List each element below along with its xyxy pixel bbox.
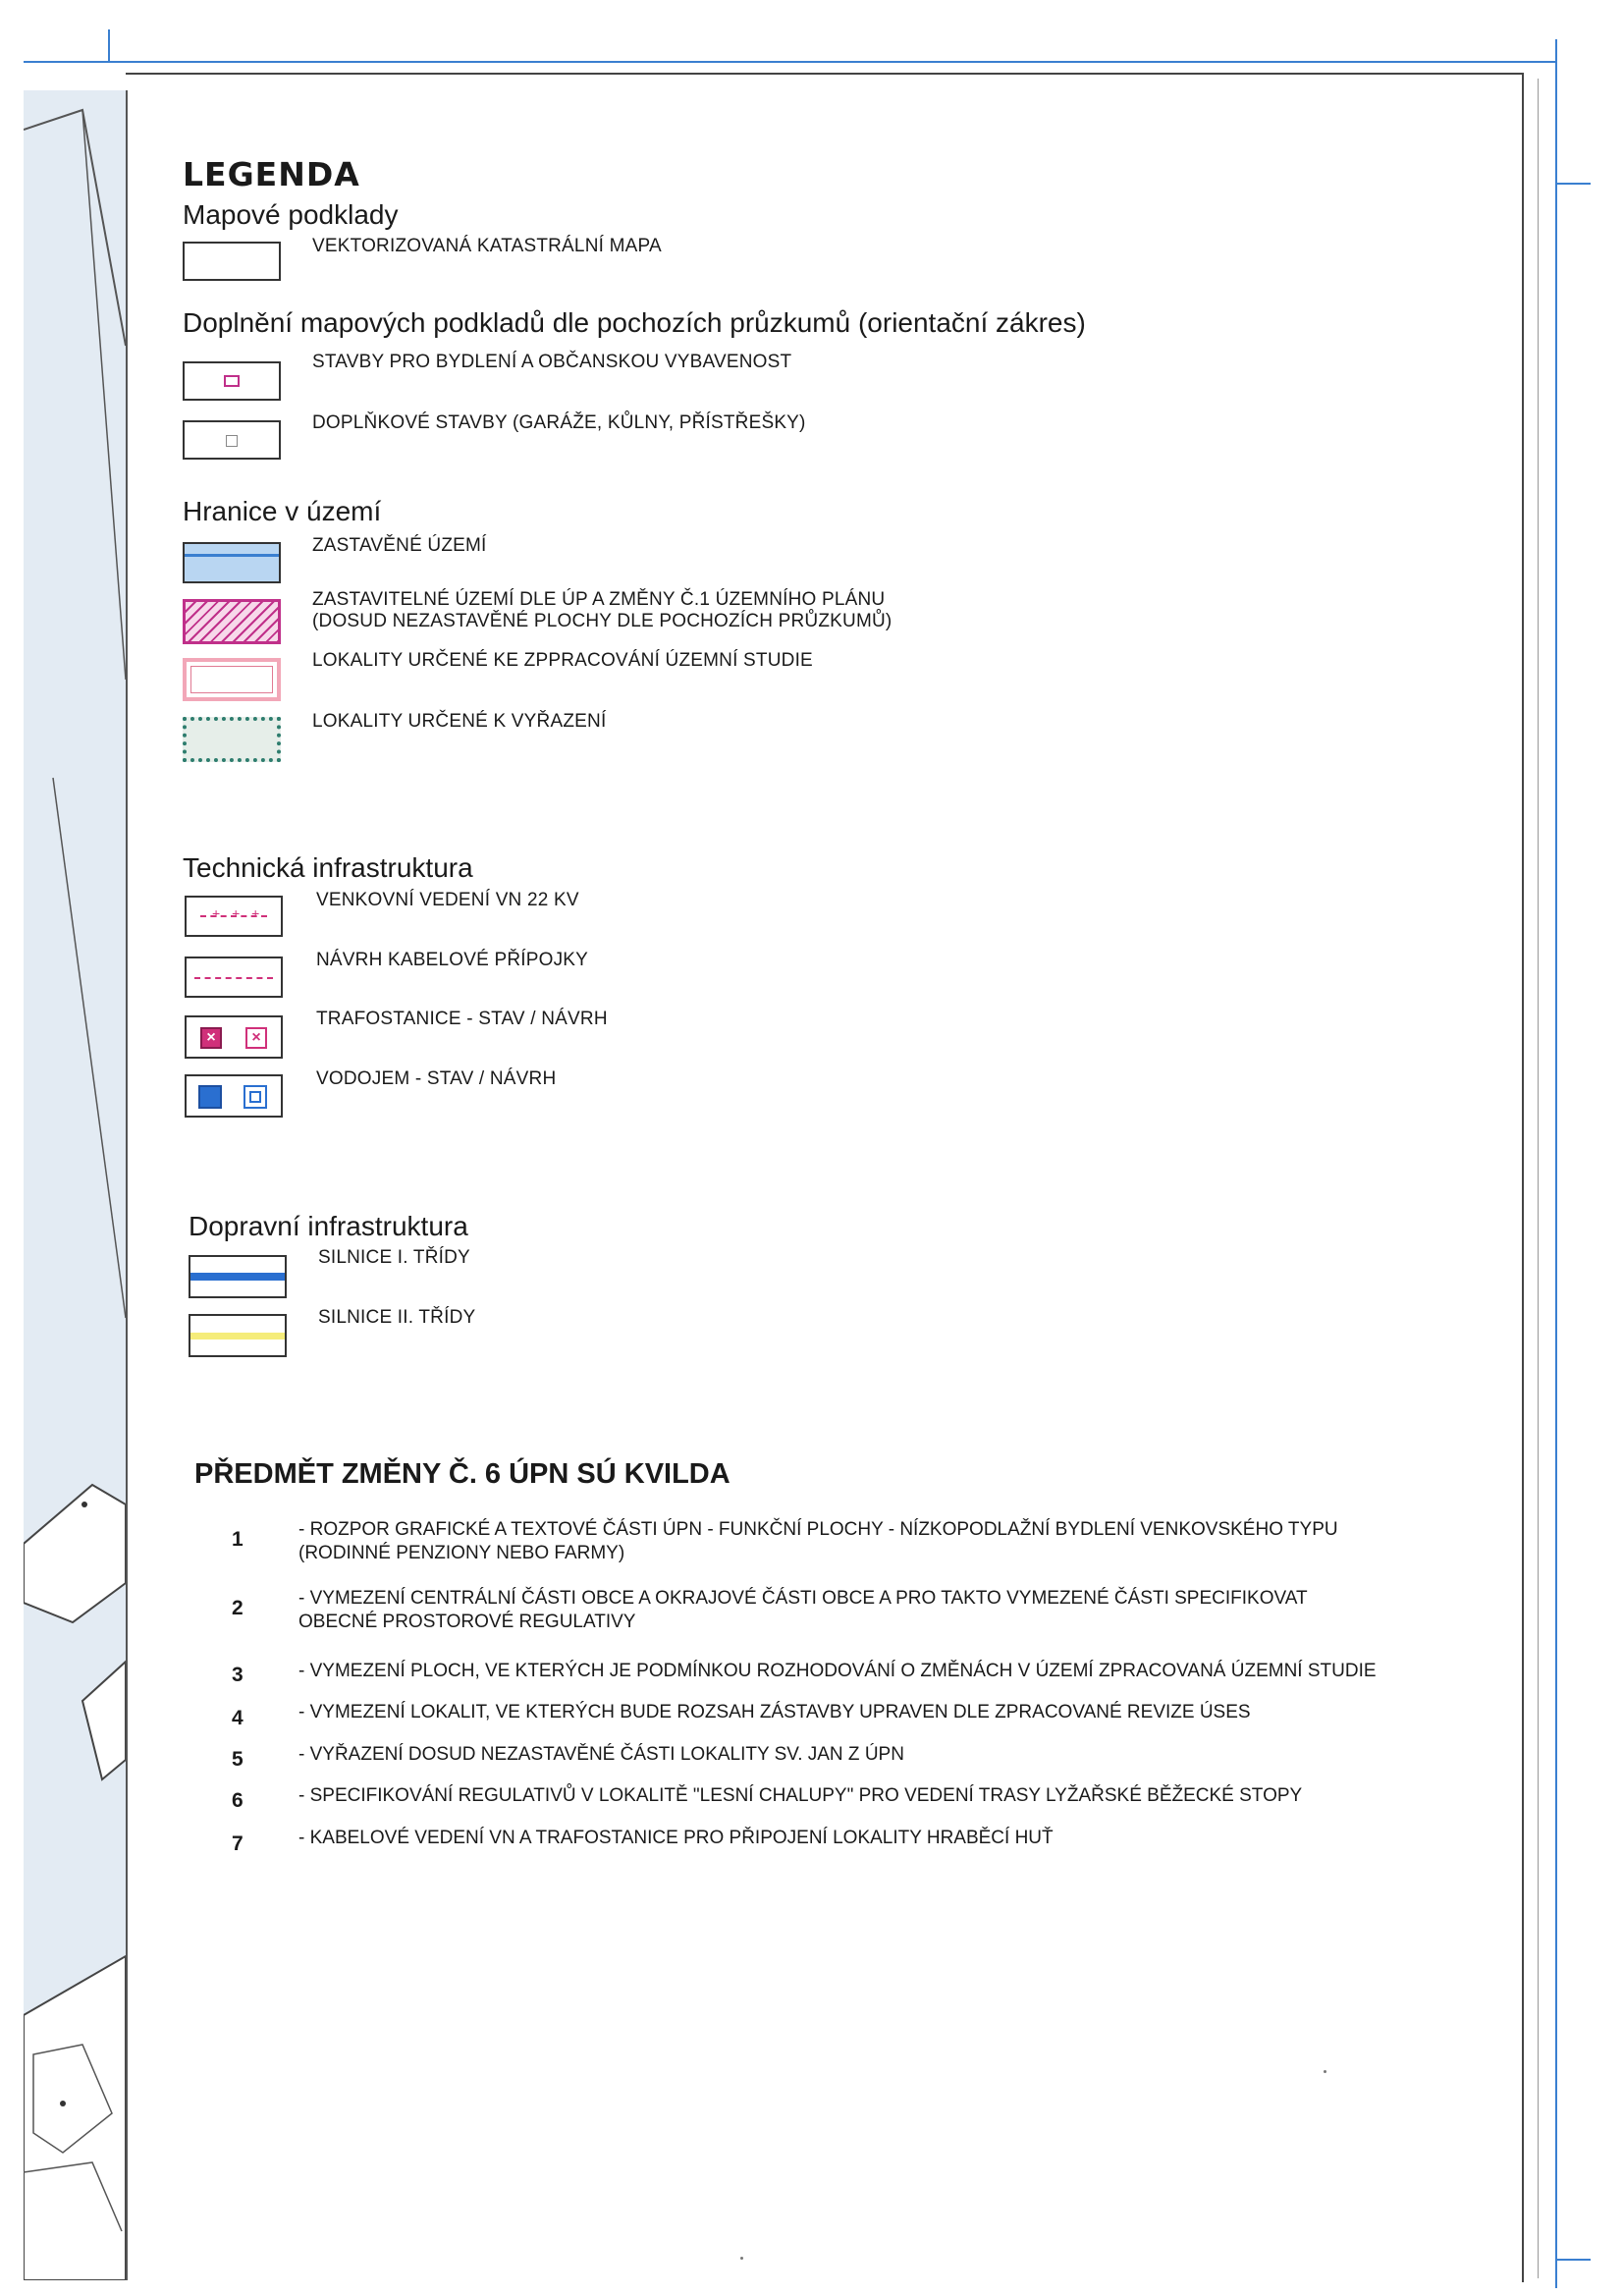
change-number: 5 (232, 1748, 243, 1771)
item-label: LOKALITY URČENÉ KE ZPPRACOVÁNÍ ÚZEMNÍ STUDIE (312, 650, 813, 671)
study-locality-symbol (183, 658, 281, 701)
item-label: TRAFOSTANICE - STAV / NÁVRH (316, 1009, 608, 1029)
cable-line (194, 977, 273, 979)
item-label-line: ZASTAVITELNÉ ÚZEMÍ DLE ÚP A ZMĚNY Č.1 ÚZEMNÍHO PLÁNU (312, 589, 886, 610)
road-class1-line (190, 1273, 285, 1281)
transformer-existing-icon: × (200, 1027, 222, 1049)
frame-inner-right (1522, 73, 1524, 2282)
frame-right-line (1555, 39, 1557, 2288)
road-class2-symbol (189, 1314, 287, 1357)
change-text (298, 1660, 1457, 1683)
item-label-line: (DOSUD NEZASTAVĚNÉ PLOCHY DLE POCHOZÍCH PRŮZKUMŮ) (312, 611, 893, 631)
map-fragment (24, 90, 128, 2280)
change-line: - KABELOVÉ VEDENÍ VN A TRAFOSTANICE PRO PŘIPOJENÍ LOKALITY HRABĚCÍ HUŤ (298, 1828, 1054, 1848)
road-class2-line (190, 1333, 285, 1339)
reservoir-proposed-icon (243, 1085, 267, 1109)
auxiliary-building-symbol (183, 420, 281, 460)
change-line: - VYMEZENÍ CENTRÁLNÍ ČÁSTI OBCE A OKRAJOVÉ ČÁSTI OBCE A PRO TAKTO VYMEZENÉ ČÁSTI SPECIFIKOVAT (298, 1588, 1308, 1609)
change-line: - VYMEZENÍ LOKALIT, VE KTERÝCH BUDE ROZSAH ZÁSTAVBY UPRAVEN DLE ZPRACOVANÉ REVIZE ÚSES (298, 1702, 1251, 1722)
item-label: VEKTORIZOVANÁ KATASTRÁLNÍ MAPA (312, 236, 662, 256)
change-text (298, 1518, 1457, 1565)
change-number: 4 (232, 1707, 243, 1729)
item-label: ZASTAVĚNÉ ÚZEMÍ (312, 535, 487, 556)
change-line: - ROZPOR GRAFICKÉ A TEXTOVÉ ČÁSTI ÚPN - FUNKČNÍ PLOCHY - NÍZKOPODLAŽNÍ BYDLENÍ VENKOVSKÉHO TYPU (298, 1519, 1338, 1540)
change-text (298, 1743, 1457, 1767)
scan-speck (1324, 2070, 1326, 2073)
built-up-area-symbol (183, 542, 281, 583)
change-text (298, 1587, 1457, 1634)
power-line-symbol: + + + (185, 896, 283, 937)
item-label: NÁVRH KABELOVÉ PŘÍPOJKY (316, 950, 589, 970)
legend-title: LEGENDA (183, 155, 360, 193)
change-number: 6 (232, 1789, 243, 1812)
change-line: - SPECIFIKOVÁNÍ REGULATIVŮ V LOKALITĚ "LESNÍ CHALUPY" PRO VEDENÍ TRASY LYŽAŘSKÉ BĚŽECKÉ STOPY (298, 1785, 1303, 1806)
scan-speck (740, 2257, 743, 2260)
building-icon (226, 435, 238, 447)
item-label: LOKALITY URČENÉ K VYŘAZENÍ (312, 711, 607, 732)
section-title-technical: Technická infrastruktura (183, 852, 473, 883)
change-number: 1 (232, 1528, 243, 1551)
frame-right-tick (1555, 183, 1591, 185)
frame-top-tick (108, 29, 110, 63)
transformer-proposed-icon: × (245, 1027, 267, 1049)
change-line: - VYMEZENÍ PLOCH, VE KTERÝCH JE PODMÍNKOU ROZHODOVÁNÍ O ZMĚNÁCH V ÚZEMÍ ZPRACOVANÁ ÚZEMNÍ STUDIE (298, 1661, 1377, 1681)
change-number: 7 (232, 1832, 243, 1855)
item-label: VODOJEM - STAV / NÁVRH (316, 1068, 557, 1089)
cadastral-map-symbol (183, 242, 281, 281)
item-label: SILNICE II. TŘÍDY (318, 1307, 476, 1328)
buildable-area-symbol (183, 599, 281, 644)
reservoir-existing-icon (198, 1085, 222, 1109)
item-label: SILNICE I. TŘÍDY (318, 1247, 470, 1268)
change-line: (RODINNÉ PENZIONY NEBO FARMY) (298, 1543, 625, 1563)
section-title-boundaries: Hranice v území (183, 496, 382, 526)
transformer-symbol (185, 1015, 283, 1059)
item-label: DOPLŇKOVÉ STAVBY (GARÁŽE, KŮLNY, PŘÍSTŘEŠKY) (312, 412, 806, 433)
residential-building-symbol (183, 361, 281, 401)
road-class1-symbol (189, 1255, 287, 1298)
section-title-map-addition: Doplnění mapových podkladů dle pochozích průzkumů (orientační zákres) (183, 307, 1086, 338)
change-text (298, 1827, 1457, 1850)
change-text (298, 1784, 1457, 1808)
boundary-line (185, 554, 279, 557)
item-label: VENKOVNÍ VEDENÍ VN 22 KV (316, 890, 579, 910)
section-title-transport: Dopravní infrastruktura (189, 1211, 468, 1241)
frame-top-line (24, 61, 1555, 63)
frame-right-grey (1538, 79, 1539, 2278)
change-text (298, 1701, 1457, 1724)
change-line: OBECNÉ PROSTOROVÉ REGULATIVY (298, 1612, 636, 1632)
frame-right-tick (1555, 2259, 1591, 2261)
frame-inner-top (126, 73, 1522, 75)
building-icon (224, 375, 240, 387)
removal-locality-symbol (183, 717, 281, 762)
change-number: 3 (232, 1664, 243, 1686)
change-number: 2 (232, 1597, 243, 1619)
cable-connection-symbol (185, 957, 283, 998)
changes-title: PŘEDMĚT ZMĚNY Č. 6 ÚPN SÚ KVILDA (194, 1458, 730, 1490)
section-title-map-base: Mapové podklady (183, 199, 399, 230)
item-label: STAVBY PRO BYDLENÍ A OBČANSKOU VYBAVENOST (312, 352, 792, 372)
change-line: - VYŘAZENÍ DOSUD NEZASTAVĚNÉ ČÁSTI LOKALITY SV. JAN Z ÚPN (298, 1744, 904, 1765)
water-reservoir-symbol (185, 1074, 283, 1118)
item-label-multiline (312, 589, 892, 632)
